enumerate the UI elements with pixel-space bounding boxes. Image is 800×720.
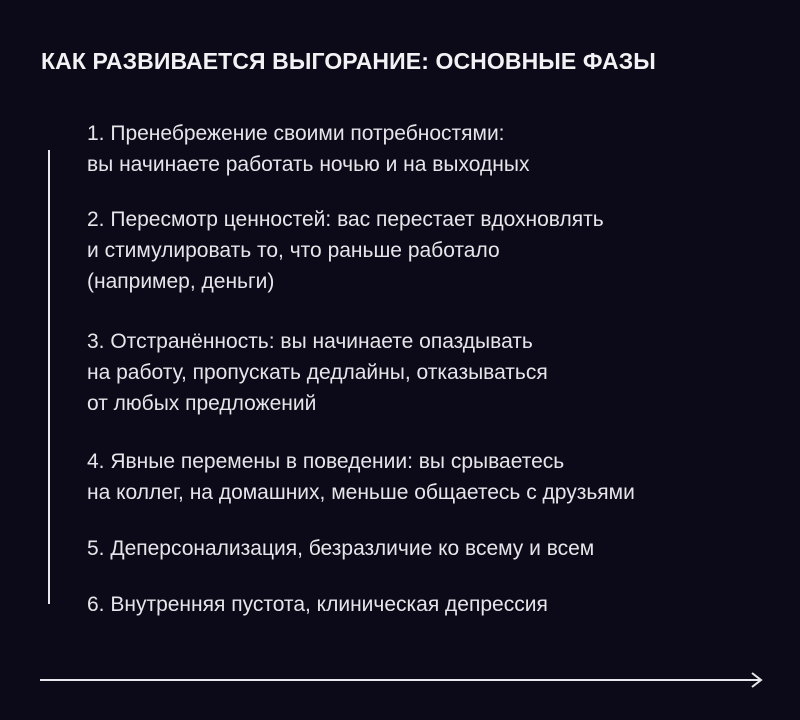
phase-3-line-1: 3. Отстранённость: вы начинаете опаздывать bbox=[87, 330, 533, 353]
phase-item-2 bbox=[87, 204, 604, 297]
timeline-vertical-line bbox=[48, 150, 50, 604]
page-title: КАК РАЗВИВАЕТСЯ ВЫГОРАНИЕ: ОСНОВНЫЕ ФАЗЫ bbox=[41, 48, 656, 74]
phase-5-line-1: 5. Деперсонализация, безразличие ко всему и всем bbox=[87, 537, 595, 560]
phase-item-4 bbox=[87, 446, 635, 508]
phase-6-line-1: 6. Внутренняя пустота, клиническая депрессия bbox=[87, 593, 548, 616]
phase-item-6 bbox=[87, 589, 548, 620]
phase-4-line-1: 4. Явные перемены в поведении: вы срываетесь bbox=[87, 450, 565, 473]
phase-3-line-2: на работу, пропускать дедлайны, отказываться bbox=[87, 361, 548, 384]
phase-item-1 bbox=[87, 118, 529, 180]
phase-4-line-2: на коллег, на домашних, меньше общаетесь с друзьями bbox=[87, 481, 635, 504]
phase-2-line-3: (например, деньги) bbox=[87, 270, 275, 293]
phase-1-line-1: 1. Пренебрежение своими потребностями: bbox=[87, 122, 505, 145]
phase-2-line-2: и стимулировать то, что раньше работало bbox=[87, 239, 500, 262]
phase-2-line-1: 2. Пересмотр ценностей: вас перестает вдохновлять bbox=[87, 208, 604, 231]
phase-item-3 bbox=[87, 326, 548, 419]
phase-item-5 bbox=[87, 533, 594, 564]
arrow-right-icon bbox=[40, 670, 764, 690]
phase-3-line-3: от любых предложений bbox=[87, 392, 317, 415]
phase-1-line-2: вы начинаете работать ночью и на выходных bbox=[87, 153, 530, 176]
